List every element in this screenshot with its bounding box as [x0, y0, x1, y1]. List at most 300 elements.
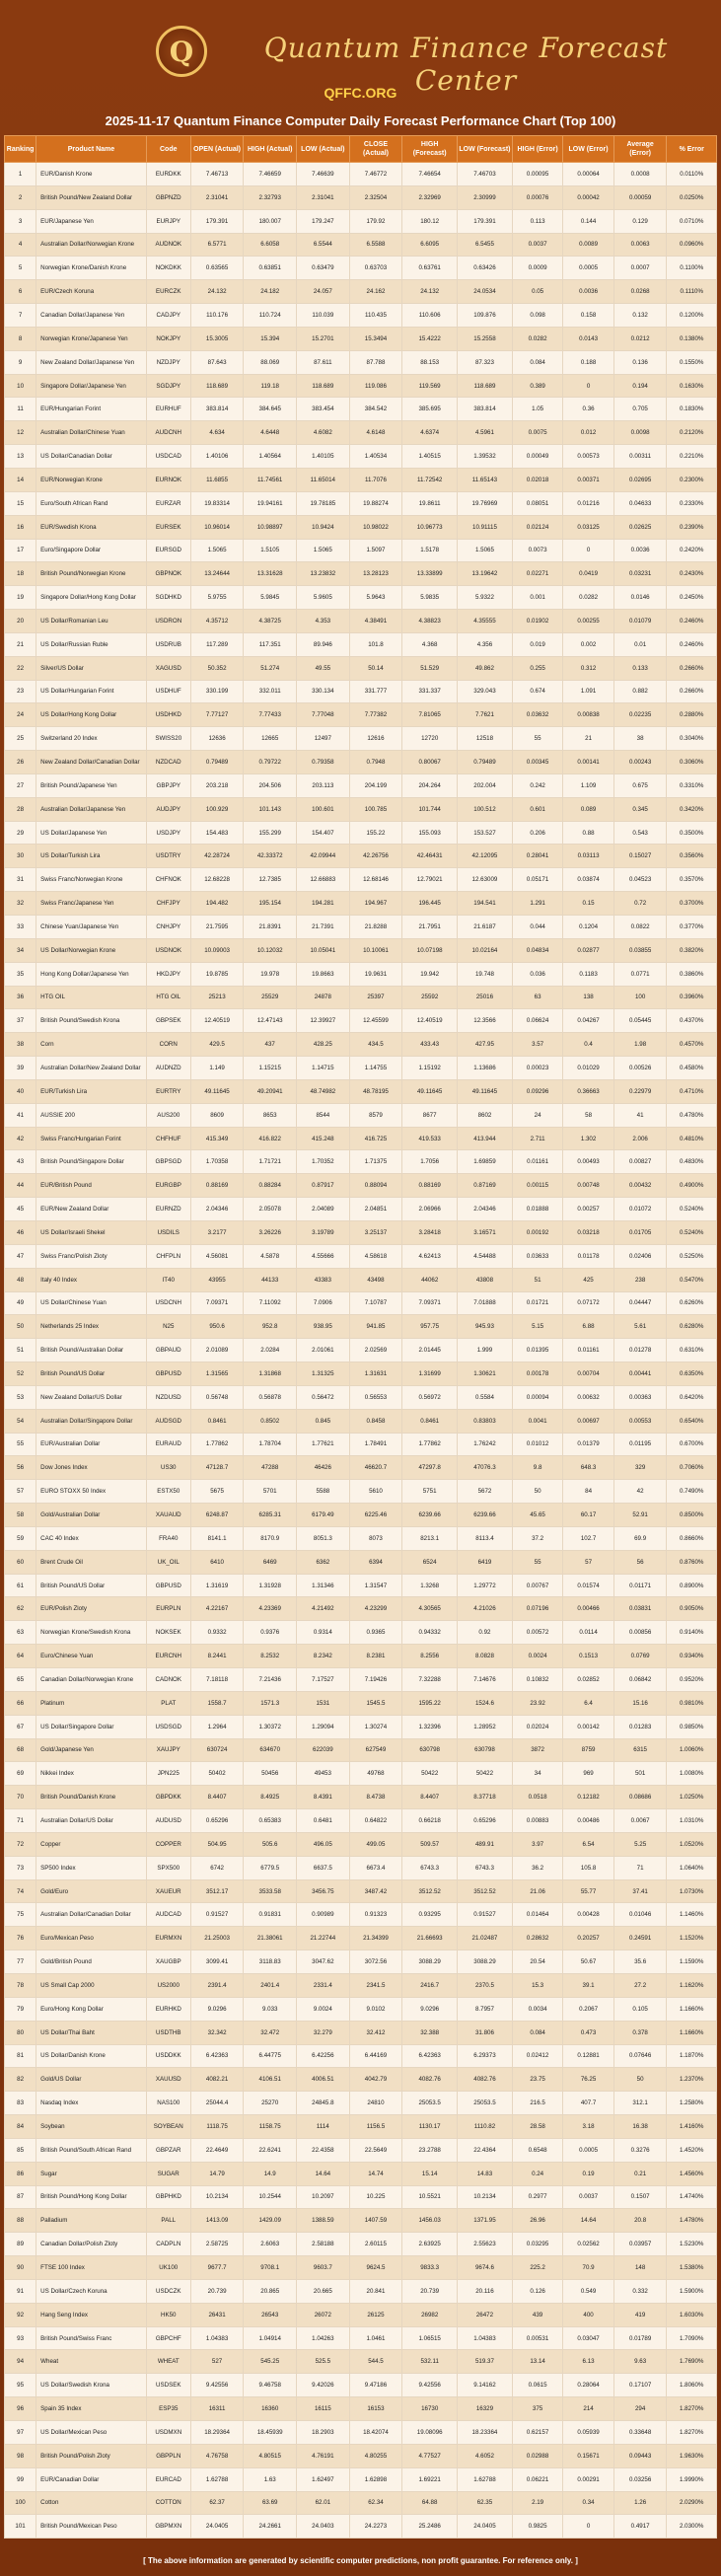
product-name-cell: US Dollar/Swedish Krona [36, 2374, 147, 2397]
value-cell: 0.8500% [667, 1504, 717, 1527]
value-cell: 7.81065 [402, 703, 458, 727]
rank-cell: 67 [5, 1715, 36, 1738]
column-header: Ranking [5, 136, 36, 163]
value-cell: 0.00094 [512, 1385, 562, 1409]
value-cell: 3533.58 [244, 1879, 297, 1903]
value-cell: 63 [512, 986, 562, 1009]
value-cell: 25016 [458, 986, 513, 1009]
value-cell: 7.77048 [297, 703, 350, 727]
value-cell: 117.351 [244, 632, 297, 656]
code-cell: WHEAT [146, 2350, 190, 2374]
product-name-cell: British Pound/Norwegian Krone [36, 562, 147, 586]
product-name-cell: US Dollar/Japanese Yen [36, 821, 147, 845]
value-cell: 35.6 [613, 1950, 667, 1974]
value-cell: 23.75 [512, 2068, 562, 2092]
value-cell: 20.739 [402, 2279, 458, 2303]
value-cell: 20.665 [297, 2279, 350, 2303]
value-cell: 3.19789 [297, 1220, 350, 1244]
product-name-cell: EUR/Danish Krone [36, 163, 147, 186]
product-name-cell: British Pound/US Dollar [36, 1362, 147, 1386]
value-cell: 3.28418 [402, 1220, 458, 1244]
product-name-cell: Gold/British Pound [36, 1950, 147, 1974]
rank-cell: 101 [5, 2515, 36, 2539]
column-header: HIGH (Actual) [244, 136, 297, 163]
code-cell: XAGUSD [146, 656, 190, 680]
value-cell: 1.4520% [667, 2138, 717, 2162]
table-row [5, 491, 717, 515]
value-cell: 16311 [190, 2397, 244, 2421]
value-cell: 1456.03 [402, 2209, 458, 2233]
value-cell: 1114 [297, 2115, 350, 2139]
value-cell: 43955 [190, 1268, 244, 1291]
value-cell: 0.0419 [563, 562, 613, 586]
rank-cell: 49 [5, 1291, 36, 1315]
table-row [5, 2444, 717, 2467]
rank-cell: 25 [5, 727, 36, 751]
product-name-cell: US Dollar/Singapore Dollar [36, 1715, 147, 1738]
value-cell: 20.739 [190, 2279, 244, 2303]
rank-cell: 100 [5, 2491, 36, 2515]
value-cell: 489.91 [458, 1832, 513, 1856]
value-cell: 0.00291 [563, 2467, 613, 2491]
value-cell: 0.1513 [563, 1645, 613, 1668]
rank-cell: 80 [5, 2021, 36, 2044]
value-cell: 3456.75 [297, 1879, 350, 1903]
value-cell: 0.2420% [667, 539, 717, 562]
rank-cell: 41 [5, 1103, 36, 1127]
value-cell: 37.2 [512, 1526, 562, 1550]
code-cell: HK50 [146, 2303, 190, 2326]
value-cell: 1.0310% [667, 1809, 717, 1833]
value-cell: 23.92 [512, 1691, 562, 1715]
value-cell: 0.01161 [512, 1150, 562, 1174]
page-title: 2025-11-17 Quantum Finance Computer Daily Forecast Performance Chart (Top 100) [105, 113, 616, 128]
value-cell: 2.55623 [458, 2233, 513, 2256]
product-name-cell: Euro/Hong Kong Dollar [36, 1997, 147, 2021]
value-cell: 21.8391 [244, 916, 297, 939]
code-cell: CNHJPY [146, 916, 190, 939]
value-cell: 8213.1 [402, 1526, 458, 1550]
table-row [5, 1809, 717, 1833]
value-cell: 0.3276 [613, 2138, 667, 2162]
code-cell: CADJPY [146, 304, 190, 328]
value-cell: 180.12 [402, 209, 458, 233]
value-cell: 7.18118 [190, 1668, 244, 1692]
product-name-cell: Wheat [36, 2350, 147, 2374]
value-cell: 1.32396 [402, 1715, 458, 1738]
value-cell: 1118.75 [190, 2115, 244, 2139]
value-cell: 0.00042 [563, 185, 613, 209]
value-cell: 4.21492 [297, 1597, 350, 1621]
product-name-cell: Gold/Australian Dollar [36, 1504, 147, 1527]
code-cell: N25 [146, 1315, 190, 1339]
value-cell: 194.541 [458, 892, 513, 916]
code-cell: AUDCAD [146, 1903, 190, 1927]
table-row [5, 327, 717, 350]
value-cell: 10.9424 [297, 515, 350, 539]
value-cell: 4082.76 [402, 2068, 458, 2092]
code-cell: GBPZAR [146, 2138, 190, 2162]
rank-cell: 23 [5, 680, 36, 703]
rank-cell: 76 [5, 1927, 36, 1950]
value-cell: 0.3310% [667, 773, 717, 797]
table-row [5, 1504, 717, 1527]
value-cell: 0.00257 [563, 1198, 613, 1221]
rank-cell: 56 [5, 1456, 36, 1480]
value-cell: 0.845 [297, 1409, 350, 1433]
product-name-cell: Corn [36, 1033, 147, 1057]
value-cell: 4.35555 [458, 610, 513, 633]
code-cell: XAUGBP [146, 1950, 190, 1974]
code-cell: GBPNZD [146, 185, 190, 209]
table-row [5, 1079, 717, 1103]
value-cell: 22.4358 [297, 2138, 350, 2162]
code-cell: EURHKD [146, 1997, 190, 2021]
value-cell: 7.10787 [349, 1291, 402, 1315]
rank-cell: 5 [5, 257, 36, 280]
value-cell: 5701 [244, 1480, 297, 1504]
value-cell: 14.79 [190, 2162, 244, 2185]
value-cell: 383.814 [190, 398, 244, 421]
value-cell: 0.4710% [667, 1079, 717, 1103]
table-row [5, 1244, 717, 1268]
value-cell: 24.132 [190, 280, 244, 304]
table-row [5, 209, 717, 233]
code-cell: AUDSGD [146, 1409, 190, 1433]
value-cell: 0.044 [512, 916, 562, 939]
value-cell: 0.206 [512, 821, 562, 845]
product-name-cell: Australian Dollar/Norwegian Krone [36, 233, 147, 257]
value-cell: 13.33899 [402, 562, 458, 586]
value-cell: 20.116 [458, 2279, 513, 2303]
value-cell: 0.17107 [613, 2374, 667, 2397]
table-row [5, 1362, 717, 1386]
value-cell: 0.675 [613, 773, 667, 797]
value-cell: 6743.3 [458, 1856, 513, 1879]
value-cell: 13.14 [512, 2350, 562, 2374]
value-cell: 9.033 [244, 1997, 297, 2021]
value-cell: 110.606 [402, 304, 458, 328]
value-cell: 0.88 [563, 821, 613, 845]
value-cell: 384.645 [244, 398, 297, 421]
value-cell: 15.14 [402, 2162, 458, 2185]
value-cell: 1.0461 [349, 2326, 402, 2350]
value-cell: 0.07172 [563, 1291, 613, 1315]
code-cell: FRA40 [146, 1526, 190, 1550]
value-cell: 2.32504 [349, 185, 402, 209]
table-row [5, 350, 717, 374]
value-cell: 407.7 [563, 2092, 613, 2115]
value-cell: 0.8461 [190, 1409, 244, 1433]
value-cell: 2.006 [613, 1127, 667, 1150]
value-cell: 12.79021 [402, 868, 458, 892]
value-cell: 9.42026 [297, 2374, 350, 2397]
value-cell: 0.92 [458, 1621, 513, 1645]
value-cell: 0.9365 [349, 1621, 402, 1645]
value-cell: 0.0518 [512, 1786, 562, 1809]
code-cell: GBPUSD [146, 1362, 190, 1386]
value-cell: 1.7090% [667, 2326, 717, 2350]
code-cell: SGDJPY [146, 374, 190, 398]
product-name-cell: Sugar [36, 2162, 147, 2185]
code-cell: NAS100 [146, 2092, 190, 2115]
table-row [5, 1033, 717, 1057]
value-cell: 0.15671 [563, 2444, 613, 2467]
value-cell: 1.31547 [349, 1574, 402, 1597]
product-name-cell: New Zealand Dollar/Canadian Dollar [36, 751, 147, 774]
value-cell: 544.5 [349, 2350, 402, 2374]
value-cell: 0.01171 [613, 1574, 667, 1597]
table-row [5, 2115, 717, 2139]
code-cell: CHFPLN [146, 1244, 190, 1268]
value-cell: 101.744 [402, 797, 458, 821]
value-cell: 0.04523 [613, 868, 667, 892]
value-cell: 0.01178 [563, 1244, 613, 1268]
value-cell: 26125 [349, 2303, 402, 2326]
value-cell: 100 [613, 986, 667, 1009]
value-cell: 7.19426 [349, 1668, 402, 1692]
value-cell: 4042.79 [349, 2068, 402, 2092]
value-cell: 18.45939 [244, 2421, 297, 2445]
value-cell: 13.23832 [297, 562, 350, 586]
value-cell: 21.7595 [190, 916, 244, 939]
rank-cell: 11 [5, 398, 36, 421]
value-cell: 3088.29 [458, 1950, 513, 1974]
value-cell: 3047.62 [297, 1950, 350, 1974]
value-cell: 0.02024 [512, 1715, 562, 1738]
site-link[interactable]: QFFC.ORG [324, 85, 397, 101]
rank-cell: 97 [5, 2421, 36, 2445]
value-cell: 0.24591 [613, 1927, 667, 1950]
value-cell: 0.01464 [512, 1903, 562, 1927]
rank-cell: 78 [5, 1973, 36, 1997]
value-cell: 0.00243 [613, 751, 667, 774]
value-cell: 10.05041 [297, 938, 350, 962]
value-cell: 0.00553 [613, 1409, 667, 1433]
value-cell: 2.04346 [190, 1198, 244, 1221]
value-cell: 0.3500% [667, 821, 717, 845]
value-cell: 9.0296 [190, 1997, 244, 2021]
value-cell: 0.00428 [563, 1903, 613, 1927]
product-name-cell: Australian Dollar/Japanese Yen [36, 797, 147, 821]
value-cell: 21.6187 [458, 916, 513, 939]
product-name-cell: EUR/Japanese Yen [36, 209, 147, 233]
value-cell: 7.11092 [244, 1291, 297, 1315]
code-cell: UK_OIL [146, 1550, 190, 1574]
column-header: LOW (Forecast) [458, 136, 513, 163]
value-cell: 0.62157 [512, 2421, 562, 2445]
value-cell: 0.94332 [402, 1621, 458, 1645]
value-cell: 25053.5 [402, 2092, 458, 2115]
code-cell: USDMXN [146, 2421, 190, 2445]
product-name-cell: British Pound/Danish Krone [36, 1786, 147, 1809]
value-cell: 1.13686 [458, 1057, 513, 1080]
value-cell: 4.80515 [244, 2444, 297, 2467]
value-cell: 0.00838 [563, 703, 613, 727]
table-row [5, 1174, 717, 1198]
value-cell: 0.0034 [512, 1997, 562, 2021]
code-cell: GBPSEK [146, 1009, 190, 1033]
value-cell: 11.74561 [244, 468, 297, 491]
value-cell: 0.0005 [563, 257, 613, 280]
value-cell: 0.02877 [563, 938, 613, 962]
value-cell: 0.0073 [512, 539, 562, 562]
value-cell: 519.37 [458, 2350, 513, 2374]
value-cell: 1.40534 [349, 445, 402, 469]
value-cell: 9677.7 [190, 2256, 244, 2280]
value-cell: 32.388 [402, 2021, 458, 2044]
value-cell: 8.2441 [190, 1645, 244, 1668]
value-cell: 50 [613, 2068, 667, 2092]
value-cell: 101.8 [349, 632, 402, 656]
value-cell: 0.2660% [667, 680, 717, 703]
value-cell: 16360 [244, 2397, 297, 2421]
value-cell: 194.482 [190, 892, 244, 916]
value-cell: 8.7957 [458, 1997, 513, 2021]
code-cell: ESTX50 [146, 1480, 190, 1504]
code-cell: NZDJPY [146, 350, 190, 374]
product-name-cell: US Dollar/Danish Krone [36, 2044, 147, 2068]
rank-cell: 51 [5, 1339, 36, 1362]
value-cell: 153.527 [458, 821, 513, 845]
value-cell: 4.76191 [297, 2444, 350, 2467]
rank-cell: 27 [5, 773, 36, 797]
value-cell: 0.1183 [563, 962, 613, 986]
value-cell: 1.3268 [402, 1574, 458, 1597]
value-cell: 1.0730% [667, 1879, 717, 1903]
value-cell: 87.611 [297, 350, 350, 374]
product-name-cell: US Small Cap 2000 [36, 1973, 147, 1997]
value-cell: 88.153 [402, 350, 458, 374]
value-cell: 0.0771 [613, 962, 667, 986]
product-name-cell: Silver/US Dollar [36, 656, 147, 680]
value-cell: 0.02562 [563, 2233, 613, 2256]
value-cell: 7.17527 [297, 1668, 350, 1692]
value-cell: 0.15027 [613, 845, 667, 868]
value-cell: 0.00178 [512, 1362, 562, 1386]
product-name-cell: British Pound/Australian Dollar [36, 1339, 147, 1362]
code-cell: NOKSEK [146, 1621, 190, 1645]
value-cell: 43498 [349, 1268, 402, 1291]
value-cell: 1.5230% [667, 2233, 717, 2256]
product-name-cell: Canadian Dollar/Polish Zloty [36, 2233, 147, 2256]
value-cell: 0.312 [563, 656, 613, 680]
value-cell: 6.54 [563, 1832, 613, 1856]
value-cell: 0.0960% [667, 233, 717, 257]
value-cell: 0.04447 [613, 1291, 667, 1315]
product-name-cell: EUR/British Pound [36, 1174, 147, 1198]
value-cell: 1.62788 [458, 2467, 513, 2491]
value-cell: 1.4160% [667, 2115, 717, 2139]
code-cell: SGDHKD [146, 586, 190, 610]
value-cell: 9.0102 [349, 1997, 402, 2021]
rank-cell: 59 [5, 1526, 36, 1550]
value-cell: 0.63565 [190, 257, 244, 280]
value-cell: 0.88094 [349, 1174, 402, 1198]
value-cell: 0.91527 [190, 1903, 244, 1927]
value-cell: 0.06221 [512, 2467, 562, 2491]
value-cell: 0.00486 [563, 1809, 613, 1833]
value-cell: 2.01445 [402, 1339, 458, 1362]
code-cell: GBPAUD [146, 1339, 190, 1362]
value-cell: 1.69221 [402, 2467, 458, 2491]
value-cell: 47297.8 [402, 1456, 458, 1480]
value-cell: 1.71721 [244, 1150, 297, 1174]
value-cell: 294 [613, 2397, 667, 2421]
value-cell: 0.0268 [613, 280, 667, 304]
value-cell: 0.9520% [667, 1668, 717, 1692]
value-cell: 56 [613, 1550, 667, 1574]
table-row [5, 257, 717, 280]
value-cell: 400 [563, 2303, 613, 2326]
column-header: % Error [667, 136, 717, 163]
value-cell: 0.00345 [512, 751, 562, 774]
rank-cell: 71 [5, 1809, 36, 1833]
value-cell: 1.70352 [297, 1150, 350, 1174]
product-name-cell: Australian Dollar/US Dollar [36, 1809, 147, 1833]
table-row [5, 1268, 717, 1291]
value-cell: 0.93295 [402, 1903, 458, 1927]
value-cell: 0.2210% [667, 445, 717, 469]
value-cell: 55 [512, 727, 562, 751]
value-cell: 8.2532 [244, 1645, 297, 1668]
value-cell: 0.332 [613, 2279, 667, 2303]
value-cell: 6410 [190, 1550, 244, 1574]
value-cell: 1.5065 [297, 539, 350, 562]
value-cell: 4.6052 [458, 2444, 513, 2467]
value-cell: 19.8611 [402, 491, 458, 515]
rank-cell: 17 [5, 539, 36, 562]
value-cell: 0.56553 [349, 1385, 402, 1409]
rank-cell: 60 [5, 1550, 36, 1574]
value-cell: 12.47143 [244, 1009, 297, 1033]
value-cell: 21.8288 [349, 916, 402, 939]
value-cell: 5588 [297, 1480, 350, 1504]
table-row [5, 421, 717, 445]
value-cell: 3.57 [512, 1033, 562, 1057]
product-name-cell: Euro/Singapore Dollar [36, 539, 147, 562]
product-name-cell: Swiss Franc/Hungarian Forint [36, 1127, 147, 1150]
value-cell: 0.3770% [667, 916, 717, 939]
value-cell: 1388.59 [297, 2209, 350, 2233]
value-cell: 5610 [349, 1480, 402, 1504]
value-cell: 20.54 [512, 1950, 562, 1974]
value-cell: 4.38725 [244, 610, 297, 633]
value-cell: 384.542 [349, 398, 402, 421]
value-cell: 20.865 [244, 2279, 297, 2303]
value-cell: 0.63426 [458, 257, 513, 280]
value-cell: 42.46431 [402, 845, 458, 868]
value-cell: 0.345 [613, 797, 667, 821]
value-cell: 0.0212 [613, 327, 667, 350]
code-cell: GBPNOK [146, 562, 190, 586]
value-cell: 4006.51 [297, 2068, 350, 2092]
value-cell: 0.91527 [458, 1903, 513, 1927]
code-cell: HKDJPY [146, 962, 190, 986]
value-cell: 6179.49 [297, 1504, 350, 1527]
table-row [5, 1220, 717, 1244]
value-cell: 0.473 [563, 2021, 613, 2044]
value-cell: 2.711 [512, 1127, 562, 1150]
code-cell: IT40 [146, 1268, 190, 1291]
value-cell: 10.2134 [190, 2185, 244, 2209]
value-cell: 87.323 [458, 350, 513, 374]
value-cell: 100.512 [458, 797, 513, 821]
value-cell: 0.00371 [563, 468, 613, 491]
value-cell: 0.63479 [297, 257, 350, 280]
code-cell: GBPDKK [146, 1786, 190, 1809]
product-name-cell: US Dollar/Thai Baht [36, 2021, 147, 2044]
